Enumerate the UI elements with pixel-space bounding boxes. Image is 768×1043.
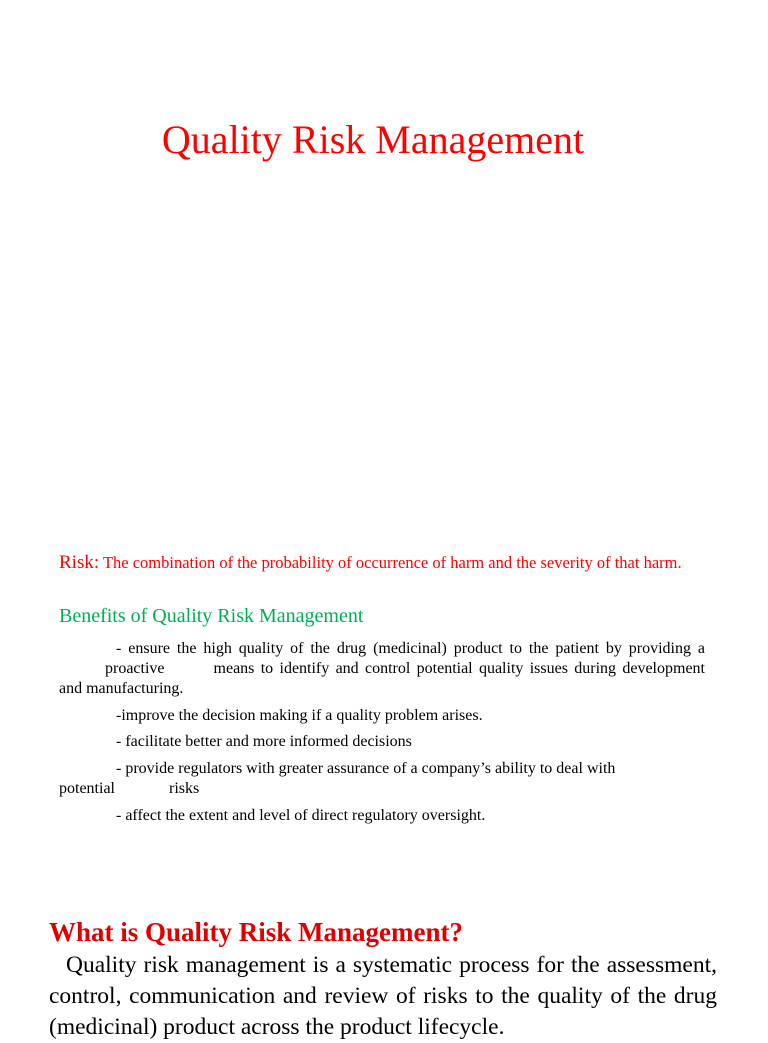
benefit-1-word-proactive: proactive	[105, 660, 165, 677]
risk-definition	[59, 552, 709, 573]
benefit-4-word-potential: potential	[59, 780, 115, 797]
benefit-5-text: - affect the extent and level of direct regulatory oversight.	[116, 807, 486, 824]
benefit-4-line1: - provide regulators with greater assurance of a company’s ability to deal with	[116, 760, 616, 777]
body-paragraph: Quality risk management is a systematic process for the assessment, control, communication and review of risks to the quality of the drug (medicinal) product across the product lifecycle.	[49, 952, 717, 1040]
document-title: Quality Risk Management	[161, 117, 585, 162]
benefit-1-word-a: a	[697, 640, 705, 657]
risk-definition-text: The combination of the probability of occurrence of harm and the severity of that harm.	[102, 553, 682, 572]
benefit-1-rest: means to identify and control potential quality issues during development and manufacturing.	[59, 660, 705, 697]
benefit-item-1	[59, 639, 705, 699]
benefit-item-3	[59, 732, 705, 752]
benefit-1-line1: - ensure the high quality of the drug (medicinal) product to the patient by providing	[116, 640, 691, 657]
benefit-item-2	[59, 706, 705, 726]
benefit-4-word-risks: risks	[168, 780, 200, 797]
section-heading: What is Quality Risk Management?	[49, 917, 464, 947]
benefit-item-5	[59, 806, 705, 826]
benefit-2-text: -improve the decision making if a quality problem arises.	[116, 707, 483, 724]
benefit-item-4	[59, 759, 705, 799]
benefits-heading: Benefits of Quality Risk Management	[59, 605, 364, 627]
benefit-3-text: - facilitate better and more informed decisions	[116, 733, 412, 750]
risk-term: Risk:	[59, 552, 100, 573]
